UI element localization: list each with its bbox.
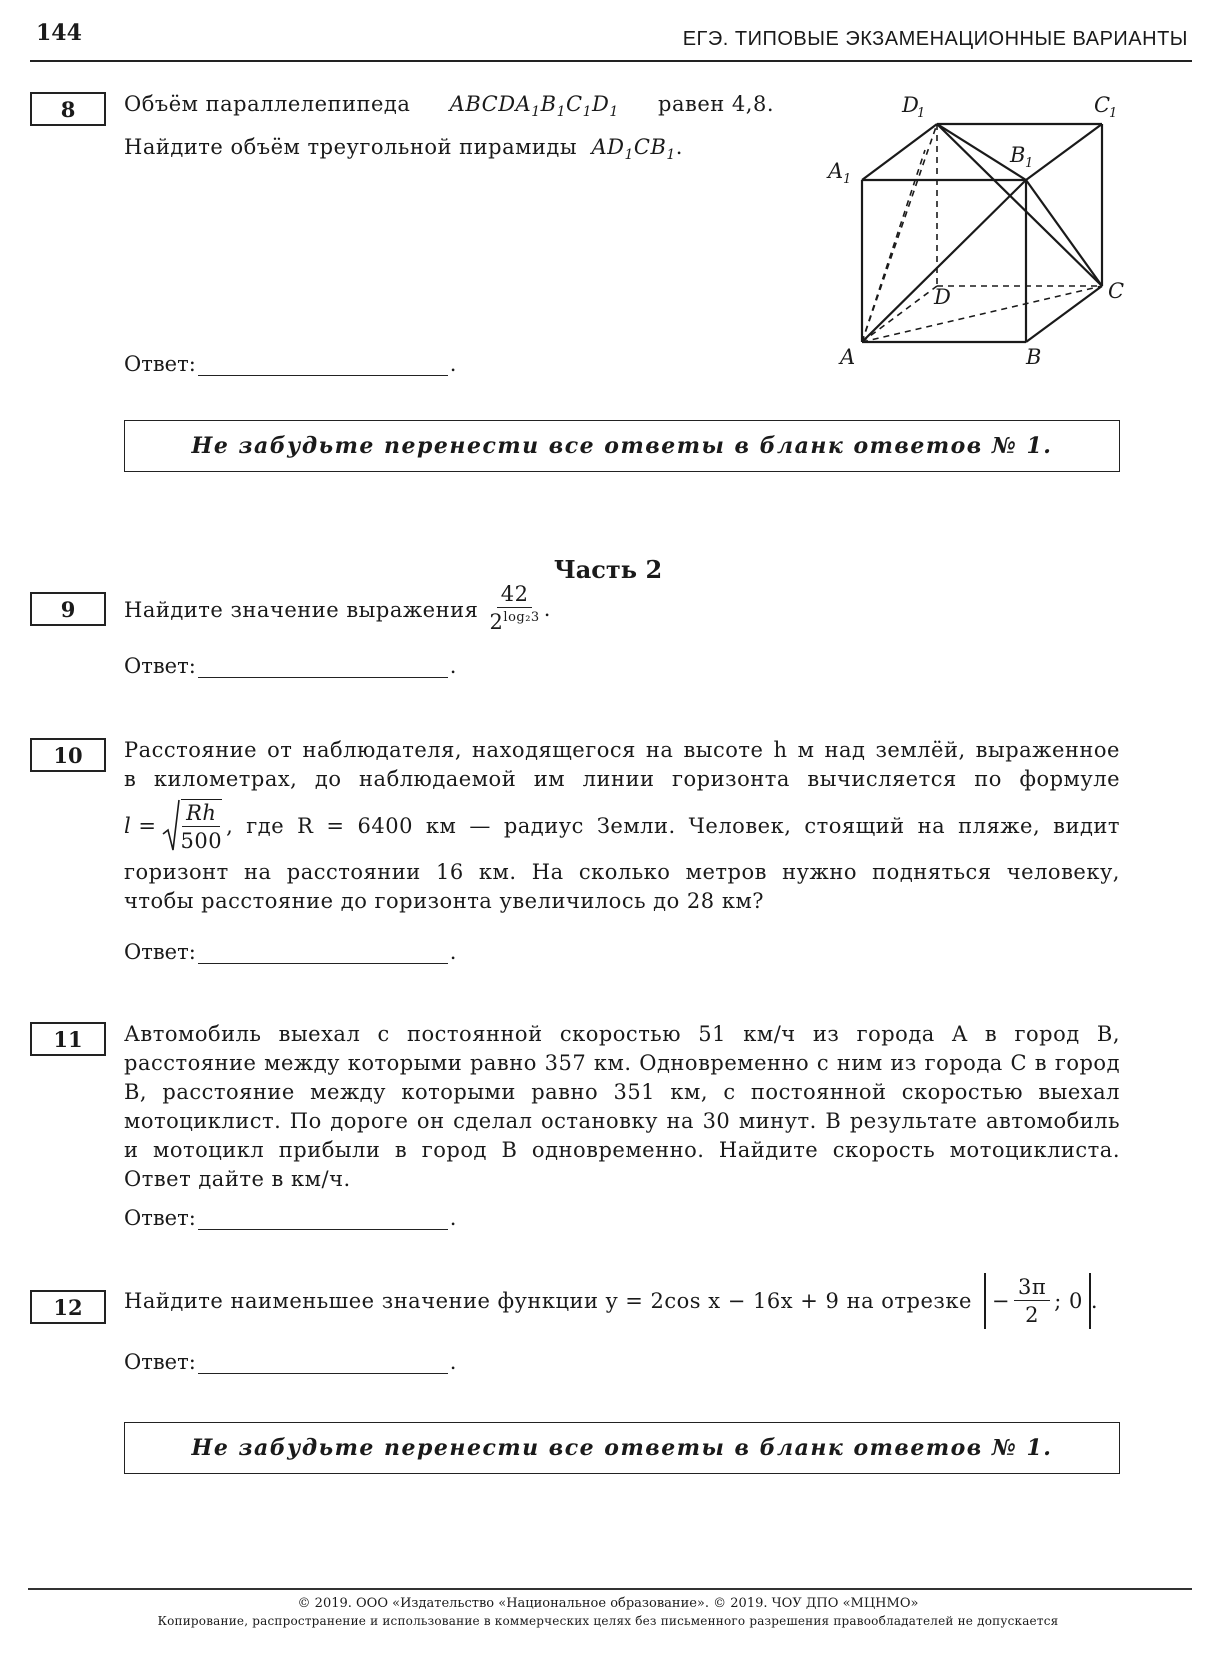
label-d: D xyxy=(934,285,951,309)
answer-line[interactable] xyxy=(198,941,448,964)
task-9-number: 9 xyxy=(30,592,106,626)
label-c: C xyxy=(1108,279,1125,303)
edge-b1c xyxy=(1026,180,1102,286)
reminder-box-2: Не забудьте перенести все ответы в бланк ответов № 1. xyxy=(124,1422,1120,1474)
edge-a1d1 xyxy=(862,124,937,180)
label-a: A xyxy=(840,345,856,369)
task-10-sqrt: $\frac{Rh}{500}$ xyxy=(157,798,223,854)
edge-ab1 xyxy=(862,180,1026,342)
task-8-line1-start: Объём параллелепипеда xyxy=(124,92,411,116)
svg-text:1: 1 xyxy=(843,172,852,187)
task-9-text: Найдите значение выражения $\frac{42}{2^{log_23}}$ . xyxy=(124,583,551,638)
page-number: 144 xyxy=(36,20,82,46)
label-b1: B xyxy=(1010,143,1026,167)
task-8-line1-mid: равен 4,8. xyxy=(658,92,774,116)
header-title: ЕГЭ. ТИПОВЫЕ ЭКЗАМЕНАЦИОННЫЕ ВАРИАНТЫ xyxy=(682,28,1188,50)
footer-rule xyxy=(28,1588,1192,1590)
task-10-number: 10 xyxy=(30,738,106,772)
diag-a-d1-b xyxy=(862,150,925,342)
footer-notice: Копирование, распространение и использование в коммерческих целях без письменного разрешения правообладателей не допускается xyxy=(157,1614,1059,1628)
part-2-title: Часть 2 xyxy=(553,555,663,584)
answer-line[interactable] xyxy=(198,655,448,678)
answer-line[interactable] xyxy=(198,1351,448,1374)
answer-line[interactable] xyxy=(198,353,448,376)
edge-ac-hidden xyxy=(862,286,1102,342)
edge-bc xyxy=(1026,286,1102,342)
footer-copyright: © 2019. ООО «Издательство «Национальное образование». © 2019. ЧОУ ДПО «МЦНМО» xyxy=(297,1596,919,1611)
parallelepiped-figure xyxy=(820,84,1140,384)
task-8-pyramid: $AD_1CB_1$ xyxy=(584,135,676,164)
task-12-text: Найдите наименьшее значение функции y = 2cos x − 16x + 9 на отрезке − $\frac{3\pi}{2}$ ; 0 . xyxy=(124,1270,1098,1332)
svg-text:1: 1 xyxy=(1025,156,1034,171)
label-c1: C xyxy=(1094,93,1111,117)
task-9-fraction: $\frac{42}{2^{log_23}}$ xyxy=(489,582,540,634)
task-8-text: Объём параллелепипеда $ABCDA_1B_1C_1D_1$ равен 4,8. Найдите объём треугольной пирамиды $AD_1CB_1$. xyxy=(124,92,774,164)
task-8-line2: Найдите объём треугольной пирамиды xyxy=(124,135,578,160)
svg-text:1: 1 xyxy=(1109,106,1118,121)
task-11-text: Автомобиль выехал с постоянной скоростью 51 км/ч из города A в город B, расстояние между которыми равно 357 км. Одновременно с ним из города C в город B, расстояние между которыми равно 351 км, с постоянной скоростью выехал мотоциклист. По дороге он сделал остановку на 30 минут. В результате автомобиль и мотоцикл прибыли в город B одновременно. Найдите скорость мотоциклиста. Ответ дайте в км/ч. xyxy=(124,1022,1120,1191)
answer-line[interactable] xyxy=(198,1207,448,1230)
label-d1: D xyxy=(902,93,919,117)
svg-text:1: 1 xyxy=(917,106,926,121)
task-12-number: 12 xyxy=(30,1290,106,1324)
label-b: B xyxy=(1026,345,1042,369)
task-8-shape: $ABCDA_1B_1C_1D_1$ xyxy=(449,92,619,121)
reminder-box-1: Не забудьте перенести все ответы в бланк ответов № 1. xyxy=(124,420,1120,472)
task-9-answer: Ответ: . xyxy=(124,654,457,678)
task-8-answer: Ответ: . xyxy=(124,352,457,376)
task-10-text: Расстояние от наблюдателя, находящегося на высоте h м над землёй, выраженное в километрах, до наблюдаемой им линии горизонта вычисляется по формуле l = $\frac{Rh}{500}$ , где R = 6400 км — радиус Земли. Человек, стоящий на пляже, видит горизонт на расстоянии 16 км. На сколько метров нужно подняться человеку, чтобы расстояние до горизонта увеличилось до 28 км? xyxy=(124,738,1120,913)
label-a1: A xyxy=(828,159,844,183)
task-11-number: 11 xyxy=(30,1022,106,1056)
task-8-number: 8 xyxy=(30,92,106,126)
task-12-interval: − $\frac{3\pi}{2}$ ; 0 xyxy=(984,1273,1091,1329)
edge-b1c1 xyxy=(1026,124,1102,180)
task-12-answer: Ответ: . xyxy=(124,1350,457,1374)
task-11-answer: Ответ: . xyxy=(124,1206,457,1230)
task-10-answer: Ответ: . xyxy=(124,940,457,964)
header-rule xyxy=(30,60,1192,62)
